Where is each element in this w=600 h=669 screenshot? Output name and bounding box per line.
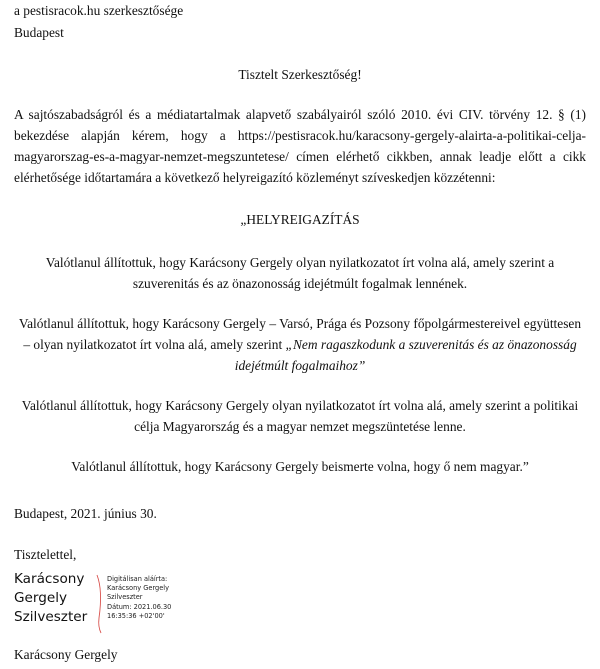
correction-paragraph-2-text: Valótlanul állítottuk, hogy Karácsony Gergely – Varsó, Prága és Pozsony főpolgármestereivel együttesen – olyan nyilatkozatot írt volna alá, amely szerint — [18, 316, 582, 352]
signature-name-line-1: Karácsony — [14, 571, 85, 587]
correction-heading: „HELYREIGAZÍTÁS — [240, 212, 360, 227]
intro-paragraph: A sajtószabadságról és a médiatartalmak alapvető szabályairól szóló 2010. évi CIV. törvény 12. § (1) bekezdése alapján kérem, hogy a https://pestisracok.hu/karacsony-gergely-alairta-a-politikai-celja-magyarorszag-es-a-magyar-nemzet-megszuntetese/ címen elérhető cikkben, annak leadje előtt a cikk elérhetősége időtartamára a következő helyreigazító közleményt szíveskedjen közzétenni: — [14, 107, 586, 185]
correction-paragraph-4: Valótlanul állítottuk, hogy Karácsony Gergely beismerte volna, hogy ő nem magyar.” — [71, 459, 529, 474]
signature-divider-icon — [94, 574, 104, 634]
letter-date: Budapest, 2021. június 30. — [14, 506, 157, 521]
recipient-name: a pestisracok.hu szerkesztősége — [14, 3, 184, 18]
correction-paragraph-2 — [14, 313, 586, 376]
salutation: Tisztelt Szerkesztőség! — [238, 67, 362, 82]
correction-paragraph-3: Valótlanul állítottuk, hogy Karácsony Gergely olyan nyilatkozatot írt volna alá, amely szerint a politikai célja Magyarország és a magyar nemzet megszüntetése lenne. — [21, 398, 579, 434]
closing-phrase: Tisztelettel, — [14, 547, 77, 562]
correction-paragraph-2-quote: „Nem ragaszkodunk a szuverenitás és az önazonosság idejétmúlt fogalmaihoz” — [234, 337, 577, 373]
signature-detail-line-2: Karácsony Gergely — [107, 584, 170, 593]
signature-details — [107, 575, 171, 621]
recipient-address — [14, 0, 586, 44]
signature-name-line-3: Szilveszter — [14, 609, 88, 625]
signer-name: Karácsony Gergely — [14, 647, 118, 662]
signature-detail-line-1: Digitálisan aláírta: — [107, 575, 168, 583]
signature-detail-line-3: Szilveszter — [107, 593, 143, 602]
signature-name-line-2: Gergely — [14, 590, 68, 606]
signature-detail-line-5: 16:35:36 +02'00' — [107, 611, 165, 620]
digital-signature — [14, 570, 314, 642]
correction-paragraph-1: Valótlanul állítottuk, hogy Karácsony Gergely olyan nyilatkozatot írt volna alá, amely szerint a szuverenitás és az önazonosság idejétmúlt fogalmak lennének. — [45, 255, 555, 291]
signature-detail-line-4: Dátum: 2021.06.30 — [107, 602, 172, 611]
signature-name — [14, 570, 87, 627]
letter-page — [14, 0, 586, 565]
recipient-city: Budapest — [14, 25, 64, 40]
